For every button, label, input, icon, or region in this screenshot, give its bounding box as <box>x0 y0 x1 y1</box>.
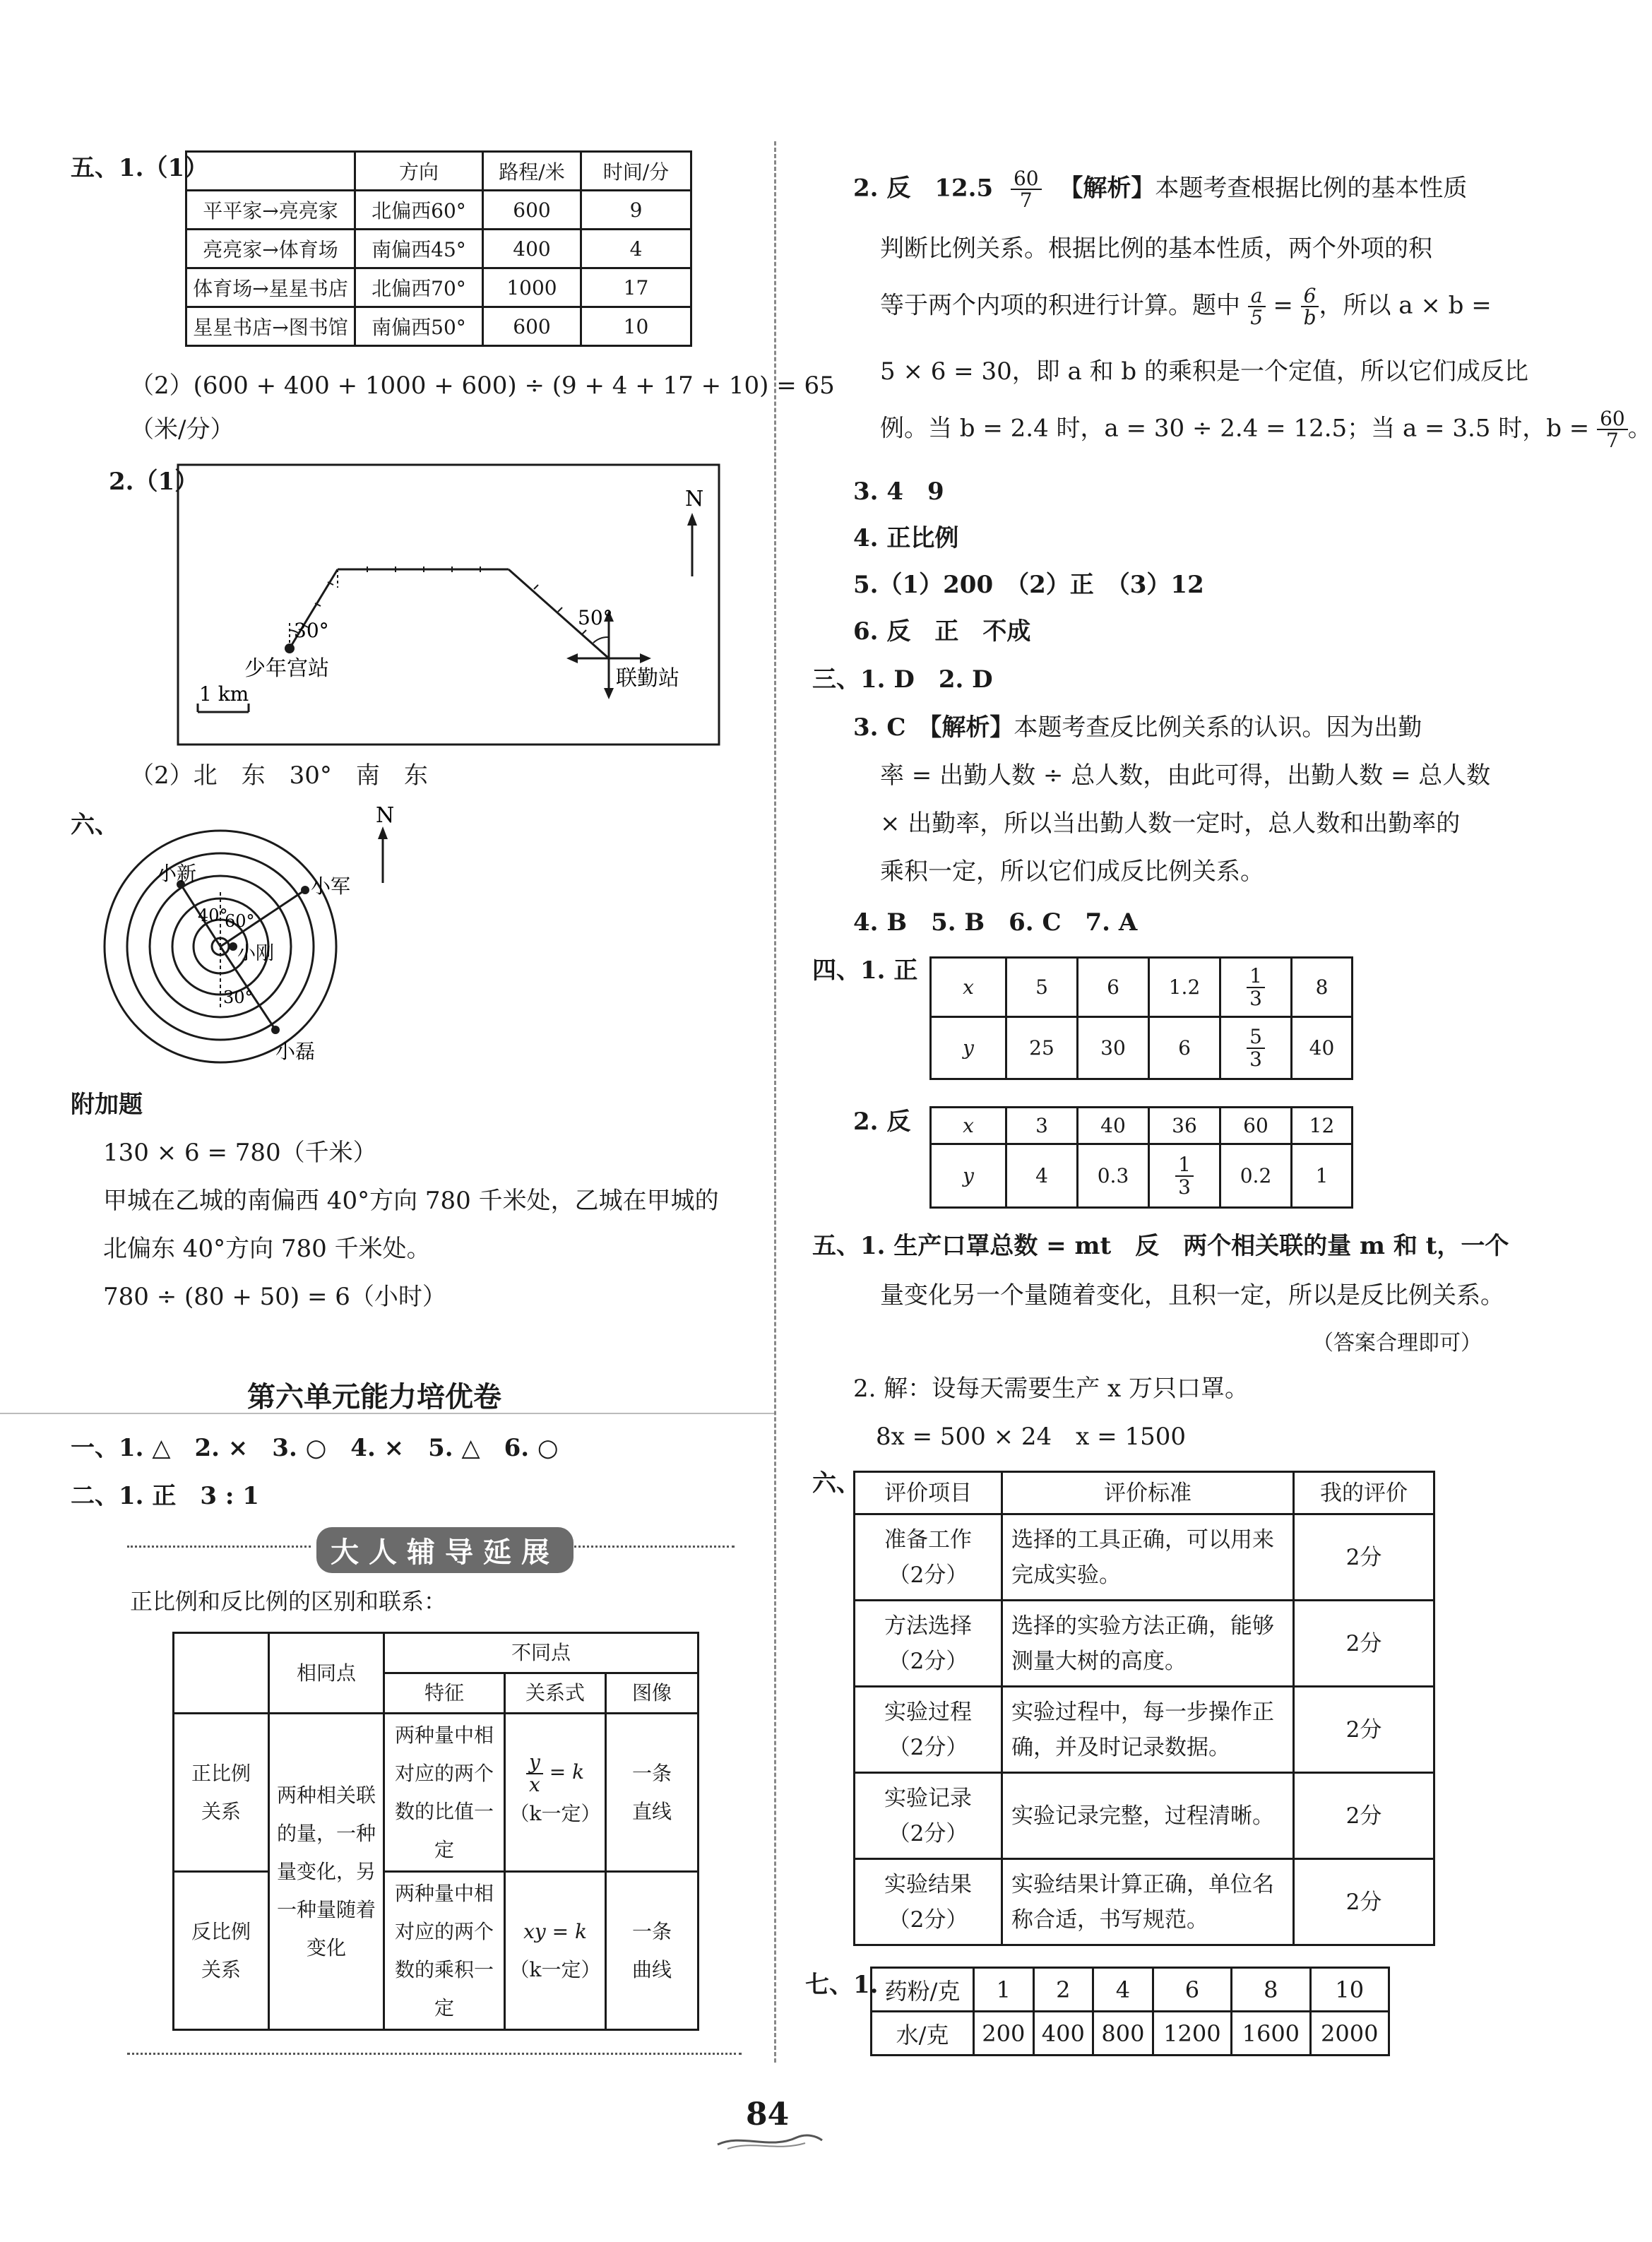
route-map <box>177 463 720 746</box>
map-scale: 1 km <box>199 682 249 706</box>
section6r-label: 六、 <box>812 1469 860 1497</box>
extra-title: 附加题 <box>71 1091 143 1119</box>
map-north-label: N <box>685 487 704 511</box>
table-row: 准备工作（2分） 选择的工具正确，可以用来完成实验。 2分 <box>855 1514 1434 1601</box>
powder-water-table: 药粉/克 1 2 4 6 8 10 水/克 200 400 800 1200 1600 2000 <box>870 1967 1390 2056</box>
svg-text:50°: 50° <box>578 606 613 629</box>
section5-label: 五、1.（1） <box>71 154 209 182</box>
svg-text:30°: 30° <box>223 987 254 1007</box>
positive-ratio-table: x 5 6 1.2 $\frac{1}{3}$ 8 y 25 30 6 $\frac{5}{3}$ 40 <box>929 956 1353 1080</box>
svg-text:N: N <box>376 803 395 828</box>
table-row: 实验结果（2分） 实验结果计算正确，单位名称合适，书写规范。 2分 <box>855 1859 1434 1945</box>
section6-label: 六、 <box>71 811 119 839</box>
q2-part2: （2）北 东 30° 南 东 <box>130 761 428 790</box>
guide-banner: 大人辅导延展 <box>316 1527 574 1573</box>
map-station-start: 少年宫站 <box>244 656 329 681</box>
calc-line: （2）(600 + 400 + 1000 + 600) ÷ (9 + 4 + 17 + 10) = 65 <box>130 372 835 400</box>
svg-text:60°: 60° <box>225 911 255 931</box>
table-row: 正比例关系 两种相关联的量，一种量变化，另一种量随着变化 两种量中相对应的两个数的比值一定 $\frac{y}{x}$ = k （k一定） 一条直线 <box>174 1714 699 1872</box>
unit6-title: 第六单元能力培优卷 <box>247 1380 501 1413</box>
table-row: 体育场→星星书店 北偏西70° 1000 17 <box>186 268 691 307</box>
point-xiaogang: 小刚 <box>237 943 275 964</box>
inverse-ratio-table: x 3 40 36 60 12 y 4 0.3 $\frac{1}{3}$ 0.2 1 <box>929 1106 1353 1209</box>
column-divider <box>774 141 776 2063</box>
table-row: 反比例关系 两种量中相对应的两个数的乘积一定 xy = k （k一定） 一条曲线 <box>174 1872 699 2030</box>
calc-unit: （米/分） <box>130 415 234 444</box>
table-row: 亮亮家→体育场 南偏西45° 400 4 <box>186 230 691 268</box>
table-row: 平平家→亮亮家 北偏西60° 600 9 <box>186 191 691 230</box>
table-row: 实验记录（2分） 实验记录完整，过程清晰。 2分 <box>855 1773 1434 1859</box>
point-xiaojun: 小军 <box>311 874 351 898</box>
route-table: 方向 路程/米 时间/分 平平家→亮亮家 北偏西60° 600 9 亮亮家→体育场 南偏西45° 400 4 体育场→星星书店 北偏西70° 1000 17 星星书店→图书馆 南偏西50° 600 10 <box>185 150 692 347</box>
polar-diagram <box>99 805 417 1074</box>
compare-table: 相同点 不同点 特征 关系式 图像 正比例关系 两种相关联的量，一种量变化，另一种量随着变化 两种量中相对应的两个数的比值一定 $\frac{y}{x}$ = k （k一定） 一条直线 反比例关系 两种量中相对应的两个数的乘积一定 xy = k （k一定） 一条曲线 <box>172 1632 699 2031</box>
section4-label: 四、1. 正 <box>812 956 918 985</box>
section7-label: 七、1. <box>805 1971 879 1999</box>
r-q2-line1: 2. 反 12.5 $\frac{60}{7}$ 【解析】本题考查根据比例的基本性质 <box>853 167 1468 213</box>
page-number: 84 <box>746 2096 790 2133</box>
evaluation-table: 评价项目 评价标准 我的评价 准备工作（2分） 选择的工具正确，可以用来完成实验。 2分 方法选择（2分） 选择的实验方法正确，能够测量大树的高度。 2分 实验过程（2分） 实验过程中，每一步操作正确，并及时记录数据。 2分 实验记录（2分） 实验记录完整，过程清晰。 2分 实验结果（2分） 实验结果计算正确，单位名称合适，书写规范。 2分 <box>853 1471 1435 1946</box>
page-ornament-icon <box>713 2130 826 2152</box>
table-row: 星星书店→图书馆 南偏西50° 600 10 <box>186 307 691 346</box>
map-station-end: 联勤站 <box>616 666 679 691</box>
section4-2-label: 2. 反 <box>853 1108 911 1136</box>
table-row: 实验过程（2分） 实验过程中，每一步操作正确，并及时记录数据。 2分 <box>855 1687 1434 1773</box>
point-xiaolei: 小磊 <box>275 1040 316 1063</box>
guide-intro: 正比例和反比例的区别和联系： <box>130 1588 447 1615</box>
q2-label: 2.（1） <box>109 468 199 496</box>
svg-text:40°: 40° <box>198 906 228 925</box>
table-row: 方法选择（2分） 选择的实验方法正确，能够测量大树的高度。 2分 <box>855 1601 1434 1687</box>
svg-text:30°: 30° <box>294 619 329 642</box>
point-xiaoxin: 小新 <box>157 862 197 885</box>
